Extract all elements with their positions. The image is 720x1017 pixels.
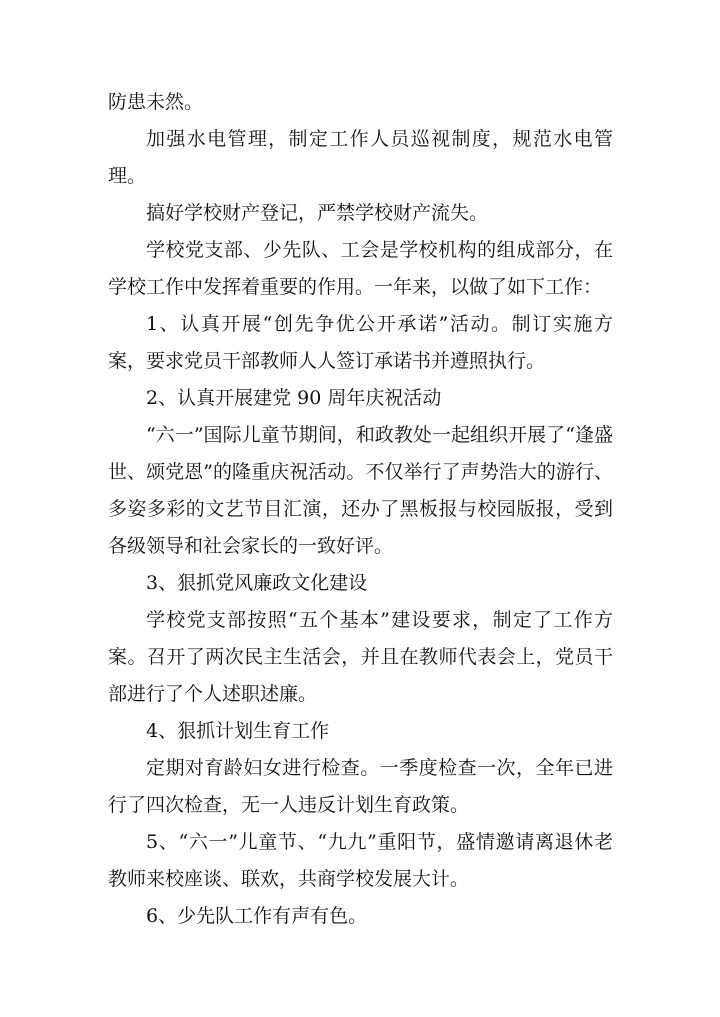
paragraph-item-6: 6、少先队工作有声有色。 <box>146 905 368 927</box>
paragraph-item-4-body: 定期对育龄妇女进行检查。一季度检查一次，全年已进行了四次检查，无一人违反计划生育政策。 <box>108 757 613 816</box>
paragraph-continuation: 防患未然。 <box>108 91 204 113</box>
paragraph-item-3-heading: 3、狠抓党风廉政文化建设 <box>146 572 368 594</box>
paragraph-party-intro: 学校党支部、少先队、工会是学校机构的组成部分，在学校工作中发挥着重要的作用。一年来，以做了如下工作： <box>108 239 613 298</box>
paragraph-water-electric: 加强水电管理，制定工作人员巡视制度，规范水电管理。 <box>108 128 613 187</box>
paragraph-item-2-heading: 2、认真开展建党 90 周年庆祝活动 <box>146 387 442 409</box>
document-body <box>108 84 613 935</box>
paragraph-item-3-body: 学校党支部按照“五个基本”建设要求，制定了工作方案。召开了两次民主生活会，并且在教师代表会上，党员干部进行了个人述职述廉。 <box>108 609 613 705</box>
paragraph-item-4-heading: 4、狠抓计划生育工作 <box>146 720 330 742</box>
paragraph-item-2-body: “六一”国际儿童节期间，和政教处一起组织开展了“逢盛世、颂党恩”的隆重庆祝活动。不仅举行了声势浩大的游行、多姿多彩的文艺节目汇演，还办了黑板报与校园版报，受到各级领导和社会家长的一致好评。 <box>108 424 613 557</box>
paragraph-item-5: 5、“六一”儿童节、“九九”重阳节，盛情邀请离退休老教师来校座谈、联欢，共商学校发展大计。 <box>108 831 613 890</box>
paragraph-property: 搞好学校财产登记，严禁学校财产流失。 <box>146 202 489 224</box>
paragraph-item-1: 1、认真开展“创先争优公开承诺”活动。制订实施方案，要求党员干部教师人人签订承诺书并遵照执行。 <box>108 313 613 372</box>
